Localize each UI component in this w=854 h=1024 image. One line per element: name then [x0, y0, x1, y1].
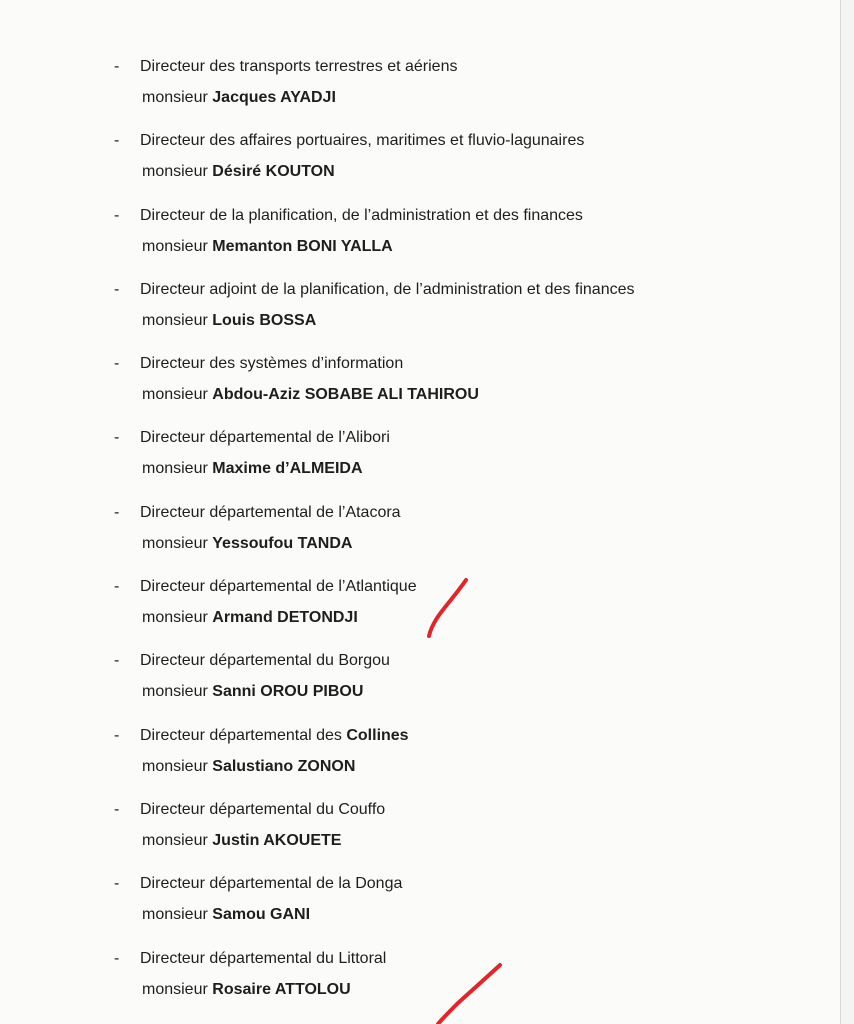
role-title: Directeur départemental du Borgou — [140, 652, 390, 670]
list-item — [0, 651, 840, 725]
person-name: Armand DETONDJI — [212, 609, 358, 627]
person-name: Abdou-Aziz SOBABE ALI TAHIROU — [212, 386, 479, 404]
salutation: monsieur — [142, 683, 208, 701]
person-name: Memanton BONI YALLA — [212, 237, 393, 255]
role-title: Directeur départemental de la Donga — [140, 875, 403, 893]
person-line — [142, 757, 355, 777]
person-line — [142, 831, 341, 851]
person-line — [142, 682, 363, 702]
role-title: Directeur des affaires portuaires, maritimes et fluvio-lagunaires — [140, 132, 585, 150]
list-item — [0, 57, 840, 131]
role-title: Directeur de la planification, de l’administration et des finances — [140, 206, 583, 224]
person-name: Salustiano ZONON — [212, 757, 356, 775]
salutation: monsieur — [142, 311, 208, 329]
person-line — [142, 905, 310, 925]
salutation: monsieur — [142, 831, 208, 849]
person-line — [142, 459, 363, 479]
list-bullet: - — [114, 355, 120, 373]
person-name: Sanni OROU PIBOU — [212, 683, 364, 701]
list-bullet: - — [114, 503, 120, 521]
role-title: Directeur adjoint de la planification, de l’administration et des finances — [140, 280, 635, 298]
list-bullet: - — [114, 206, 120, 224]
list-bullet: - — [114, 652, 120, 670]
role-title — [140, 726, 409, 746]
role-title: Directeur départemental du Couffo — [140, 800, 386, 818]
appointment-list — [0, 57, 840, 1023]
list-item — [0, 354, 840, 428]
salutation: monsieur — [142, 609, 208, 627]
person-line — [142, 980, 351, 1000]
salutation: monsieur — [142, 89, 208, 106]
list-item — [0, 800, 840, 874]
list-item — [0, 726, 840, 800]
list-item — [0, 206, 840, 280]
list-bullet: - — [114, 949, 120, 967]
person-line — [142, 237, 393, 257]
person-name: Maxime d’ALMEIDA — [212, 460, 363, 478]
list-item — [0, 577, 840, 651]
salutation: monsieur — [142, 534, 208, 552]
salutation: monsieur — [142, 906, 208, 924]
person-line — [142, 385, 479, 405]
list-bullet: - — [114, 132, 120, 150]
person-line — [142, 534, 352, 554]
role-title: Directeur des transports terrestres et aériens — [140, 58, 458, 75]
salutation: monsieur — [142, 980, 208, 998]
person-line — [142, 608, 358, 628]
person-line — [142, 162, 335, 182]
person-name: Jacques AYADJI — [212, 89, 336, 106]
role-title: Directeur départemental de l’Atlantique — [140, 578, 417, 596]
list-item — [0, 503, 840, 577]
list-bullet: - — [114, 800, 120, 818]
list-item — [0, 949, 840, 1023]
salutation: monsieur — [142, 163, 208, 181]
salutation: monsieur — [142, 237, 208, 255]
list-bullet: - — [114, 875, 120, 893]
role-title: Directeur départemental du Littoral — [140, 949, 387, 967]
person-name: Rosaire ATTOLOU — [212, 980, 351, 998]
salutation: monsieur — [142, 460, 208, 478]
list-bullet: - — [114, 280, 120, 298]
list-item — [0, 280, 840, 354]
list-bullet: - — [114, 429, 120, 447]
role-title: Directeur départemental de l’Alibori — [140, 429, 390, 447]
person-name: Samou GANI — [212, 906, 311, 924]
list-bullet: - — [114, 58, 120, 75]
list-item — [0, 428, 840, 502]
list-item — [0, 131, 840, 205]
person-name: Yessoufou TANDA — [212, 534, 353, 552]
role-title: Directeur des systèmes d’information — [140, 355, 404, 373]
role-title: Directeur départemental de l’Atacora — [140, 503, 401, 521]
person-name: Désiré KOUTON — [212, 163, 335, 181]
list-item — [0, 874, 840, 948]
salutation: monsieur — [142, 386, 208, 404]
person-name: Louis BOSSA — [212, 311, 317, 329]
list-bullet: - — [114, 726, 120, 744]
list-bullet: - — [114, 578, 120, 596]
person-line — [142, 88, 336, 108]
person-line — [142, 311, 316, 331]
role-title-prefix: Directeur départemental des — [140, 726, 342, 744]
person-name: Justin AKOUETE — [212, 831, 342, 849]
salutation: monsieur — [142, 757, 208, 775]
role-title-emphasis: Collines — [346, 726, 409, 744]
